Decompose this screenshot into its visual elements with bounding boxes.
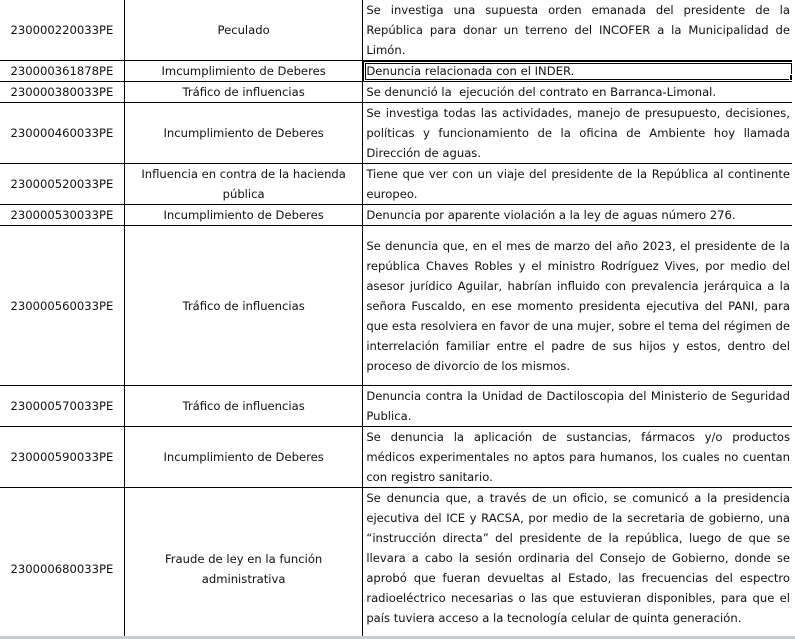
description-cell[interactable]: Se investiga todas las actividades, manejo de presupuesto, decisiones, políticas y funcionamiento de la oficina de Ambiente hoy llamada Dirección de aguas. <box>363 103 794 164</box>
case-id-cell[interactable]: 230000570033PE <box>0 386 124 427</box>
case-id-cell[interactable]: 230000380033PE <box>0 82 124 103</box>
table-row <box>0 205 794 226</box>
offense-cell[interactable]: Peculado <box>124 0 362 61</box>
case-id-cell[interactable]: 230000590033PE <box>0 427 124 488</box>
table-row <box>0 82 794 103</box>
offense-cell[interactable]: Tráfico de influencias <box>124 226 362 386</box>
case-id-cell[interactable]: 230000220033PE <box>0 0 124 61</box>
case-id-cell[interactable]: 230000680033PE <box>0 488 124 639</box>
table-row <box>0 0 794 61</box>
case-id-cell[interactable]: 230000520033PE <box>0 164 124 205</box>
table-row <box>0 386 794 427</box>
description-cell[interactable]: Se denuncia que, a través de un oficio, se comunicó a la presidencia ejecutiva del ICE y RACSA, por medio de la secretaria de gobierno, una “instrucción directa” del presidente de la república, luego de que se llevara a cabo la sesión ordinaria del Consejo de Gobierno, donde se aprobó que fueran devueltas al Estado, las frecuencias del espectro radioeléctrico necesarias o las que estuvieran disponibles, para que el país tuviera acceso a la tecnología celular de quinta generación. <box>363 488 794 639</box>
case-id-cell[interactable]: 230000530033PE <box>0 205 124 226</box>
offense-cell[interactable]: Tráfico de influencias <box>124 82 362 103</box>
table-row <box>0 103 794 164</box>
case-id-cell[interactable]: 230000361878PE <box>0 61 124 82</box>
table-row <box>0 488 794 639</box>
offense-cell[interactable]: Tráfico de influencias <box>124 386 362 427</box>
table-row <box>0 427 794 488</box>
case-id-cell[interactable]: 230000560033PE <box>0 226 124 386</box>
offense-cell[interactable]: Imcumplimiento de Deberes <box>124 61 362 82</box>
offense-cell[interactable]: Incumplimiento de Deberes <box>124 103 362 164</box>
description-cell[interactable]: Tiene que ver con un viaje del presidente de la República al continente europeo. <box>363 164 794 205</box>
description-cell[interactable]: Se investiga una supuesta orden emanada del presidente de la República para donar un terreno del INCOFER a la Municipalidad de Limón. <box>363 0 794 61</box>
table-row <box>0 164 794 205</box>
offense-cell[interactable]: Incumplimiento de Deberes <box>124 427 362 488</box>
table-row <box>0 61 794 82</box>
offense-cell[interactable]: Incumplimiento de Deberes <box>124 205 362 226</box>
description-cell[interactable]: Denuncia por aparente violación a la ley de aguas número 276. <box>363 205 794 226</box>
case-id-cell[interactable]: 230000460033PE <box>0 103 124 164</box>
table-row <box>0 226 794 386</box>
description-cell[interactable]: Se denunció la ejecución del contrato en Barranca-Limonal. <box>363 82 794 103</box>
description-cell-selected[interactable]: Denuncia relacionada con el INDER. <box>363 61 794 82</box>
offense-cell[interactable]: Fraude de ley en la función administrativa <box>124 488 362 639</box>
description-cell[interactable]: Se denuncia la aplicación de sustancias, fármacos y/o productos médicos experimentales no aptos para humanos, los cuales no cuentan con registro sanitario. <box>363 427 794 488</box>
offense-cell[interactable]: Influencia en contra de la hacienda pública <box>124 164 362 205</box>
description-cell[interactable]: Denuncia contra la Unidad de Dactiloscopia del Ministerio de Seguridad Publica. <box>363 386 794 427</box>
description-cell[interactable]: Se denuncia que, en el mes de marzo del año 2023, el presidente de la república Chaves Robles y el ministro Rodríguez Vives, por medio del asesor jurídico Aguilar, habrían influido con prevalencia jerárquica a la señora Fuscaldo, en ese momento presidenta ejecutiva del PANI, para que esta resolviera en favor de una mujer, sobre el tema del régimen de interrelación familiar entre el padre de sus hijos y estos, dentro del proceso de divorcio de los mismos. <box>363 226 794 386</box>
